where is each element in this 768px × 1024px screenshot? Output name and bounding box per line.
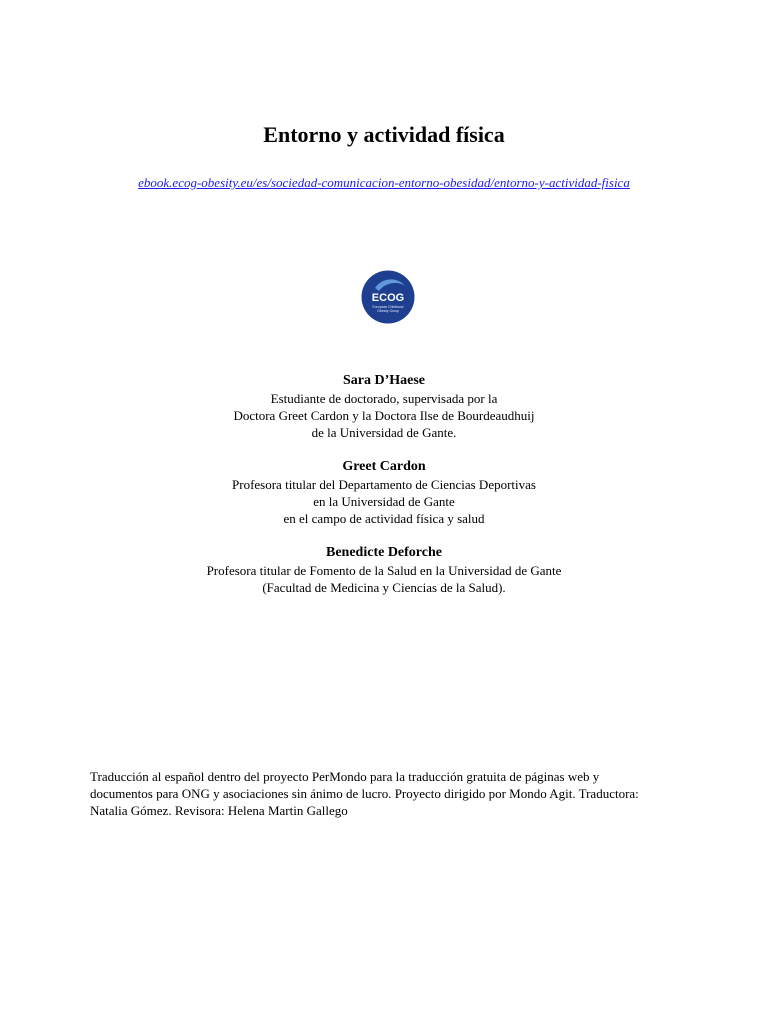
- author-affiliation-line: (Facultad de Medicina y Ciencias de la Salud).: [262, 580, 506, 595]
- author-name: Greet Cardon: [342, 459, 426, 474]
- author-affiliation-line: de la Universidad de Gante.: [311, 425, 457, 440]
- credits-line: documentos para ONG y asociaciones sin ánimo de lucro. Proyecto dirigido por Mondo Agit. Traductora:: [90, 786, 639, 801]
- author-benedicte-deforche: [0, 543, 768, 596]
- credits-line: Natalia Gómez. Revisora: Helena Martin Gallego: [90, 803, 348, 818]
- ecog-logo-icon: [361, 270, 415, 324]
- translation-credits: [90, 768, 690, 819]
- authors-block: [0, 371, 768, 612]
- document-title: Entorno y actividad física: [263, 122, 505, 147]
- author-affiliation-line: en el campo de actividad física y salud: [283, 511, 485, 526]
- author-affiliation-line: Estudiante de doctorado, supervisada por la: [270, 391, 498, 406]
- author-greet-cardon: [0, 457, 768, 527]
- source-url-link[interactable]: ebook.ecog-obesity.eu/es/sociedad-comunicacion-entorno-obesidad/entorno-y-actividad-fisica: [138, 175, 630, 190]
- logo-text: ECOG: [371, 292, 405, 304]
- author-affiliation-line: Profesora titular del Departamento de Ciencias Deportivas: [232, 477, 536, 492]
- credits-line: Traducción al español dentro del proyecto PerMondo para la traducción gratuita de páginas web y: [90, 769, 600, 784]
- logo-subtitle-1: European Childhood: [372, 305, 404, 309]
- author-name: Benedicte Deforche: [326, 545, 442, 560]
- author-affiliation-line: Doctora Greet Cardon y la Doctora Ilse de Bourdeaudhuij: [233, 408, 535, 423]
- author-sara-dhaese: [0, 371, 768, 441]
- author-name: Sara D’Haese: [342, 373, 426, 388]
- author-affiliation-line: en la Universidad de Gante: [313, 494, 455, 509]
- author-affiliation-line: Profesora titular de Fomento de la Salud en la Universidad de Gante: [206, 563, 562, 578]
- logo-subtitle-2: Obesity Group: [377, 309, 399, 313]
